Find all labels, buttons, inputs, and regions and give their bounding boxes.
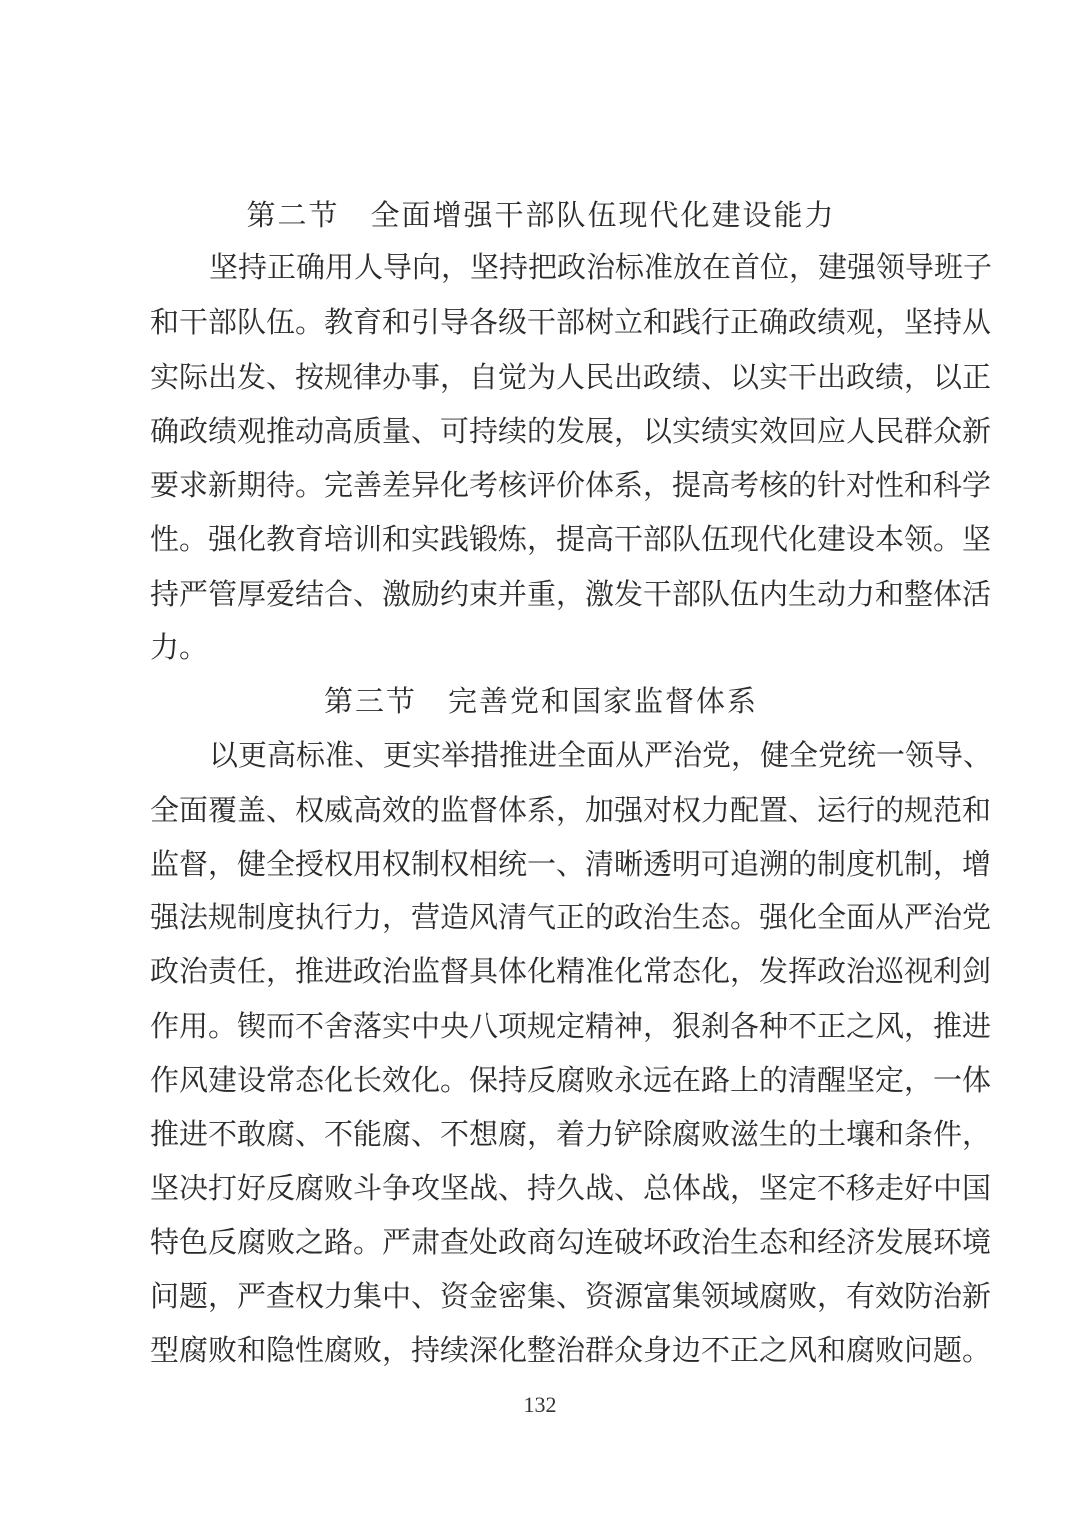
section-heading-3: 第三节 完善党和国家监督体系	[323, 684, 758, 718]
paragraph-line: 坚决打好反腐败斗争攻坚战、持久战、总体战，坚定不移走好中国	[150, 1171, 992, 1205]
page-number: 132	[523, 1392, 557, 1417]
paragraph-line: 政治责任，推进政治监督具体化精准化常态化，发挥政治巡视利剑	[150, 954, 992, 988]
paragraph-line: 坚持正确用人导向，坚持把政治标准放在首位，建强领导班子	[209, 250, 993, 284]
paragraph-line: 要求新期待。完善差异化考核评价体系，提高考核的针对性和科学	[150, 468, 992, 502]
paragraph-line: 监督，健全授权用权制权相统一、清晰透明可追溯的制度机制，增	[150, 847, 992, 881]
paragraph-line: 特色反腐败之路。严肃查处政商勾连破坏政治生态和经济发展环境	[150, 1225, 992, 1259]
paragraph-line: 全面覆盖、权威高效的监督体系，加强对权力配置、运行的规范和	[150, 793, 992, 827]
paragraph-line: 推进不敢腐、不能腐、不想腐，着力铲除腐败滋生的土壤和条件，	[150, 1117, 992, 1151]
paragraph-line: 强法规制度执行力，营造风清气正的政治生态。强化全面从严治党	[150, 900, 992, 934]
paragraph-line: 持严管厚爱结合、激励约束并重，激发干部队伍内生动力和整体活	[150, 577, 992, 611]
paragraph-line: 和干部队伍。教育和引导各级干部树立和践行正确政绩观，坚持从	[150, 305, 992, 339]
paragraph-line: 性。强化教育培训和实践锻炼，提高干部队伍现代化建设本领。坚	[150, 522, 992, 556]
paragraph-line: 型腐败和隐性腐败，持续深化整治群众身边不正之风和腐败问题。	[150, 1333, 992, 1367]
paragraph-line: 作用。锲而不舍落实中央八项规定精神，狠刹各种不正之风，推进	[150, 1009, 992, 1043]
paragraph-line: 作风建设常态化长效化。保持反腐败永远在路上的清醒坚定，一体	[150, 1063, 992, 1097]
paragraph-line: 实际出发、按规律办事，自觉为人民出政绩、以实干出政绩，以正	[150, 360, 992, 394]
paragraph-line: 问题，严查权力集中、资金密集、资源富集领域腐败，有效防治新	[150, 1279, 992, 1313]
section-heading-2: 第二节 全面增强干部队伍现代化建设能力	[246, 198, 836, 232]
paragraph-line: 确政绩观推动高质量、可持续的发展，以实绩实效回应人民群众新	[150, 414, 992, 448]
paragraph-line: 以更高标准、更实举措推进全面从严治党，健全党统一领导、	[209, 738, 993, 772]
paragraph-line: 力。	[150, 630, 209, 664]
